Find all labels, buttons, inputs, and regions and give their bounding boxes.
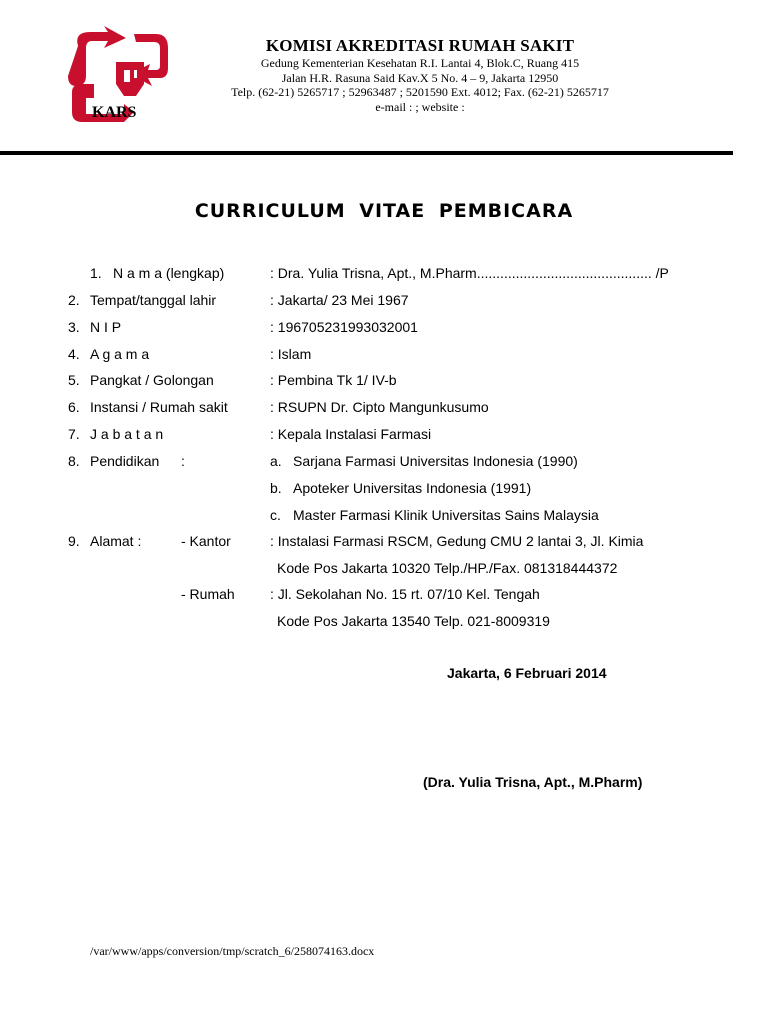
field-value-name: : Dra. Yulia Trisna, Apt., M.Pharm............................................. /P (270, 265, 669, 281)
field-value-religion: : Islam (270, 346, 312, 362)
field-number: 1. (90, 265, 102, 281)
footer-file-path: /var/www/apps/conversion/tmp/scratch_6/258074163.docx (90, 944, 375, 958)
education-letter: a. (270, 453, 282, 469)
field-value-birth: : Jakarta/ 23 Mei 1967 (270, 292, 409, 308)
education-item: Sarjana Farmasi Universitas Indonesia (1990) (293, 453, 578, 469)
field-label-rank: Pangkat / Golongan (90, 372, 214, 388)
field-label-nip: N I P (90, 319, 122, 335)
header-divider (0, 151, 733, 155)
home-address: : Jl. Sekolahan No. 15 rt. 07/10 Kel. Tengah (270, 586, 540, 602)
field-value-position: : Kepala Instalasi Farmasi (270, 426, 432, 442)
home-label: - Rumah (181, 586, 235, 602)
office-address: : Instalasi Farmasi RSCM, Gedung CMU 2 lantai 3, Jl. Kimia (270, 533, 644, 549)
field-label-religion: A g a m a (90, 346, 150, 362)
contact-line: e-mail : ; website : (375, 99, 465, 114)
field-number: 2. (68, 292, 80, 308)
signature-name: (Dra. Yulia Trisna, Apt., M.Pharm) (423, 774, 643, 790)
field-number: 4. (68, 346, 80, 362)
field-value-institution: : RSUPN Dr. Cipto Mangunkusumo (270, 399, 489, 415)
education-item: Apoteker Universitas Indonesia (1991) (293, 480, 532, 496)
field-number: 3. (68, 319, 80, 335)
field-value-nip: : 196705231993032001 (270, 319, 418, 335)
field-number: 7. (68, 426, 80, 442)
org-name: KOMISI AKREDITASI RUMAH SAKIT (265, 36, 575, 55)
address-line: Jalan H.R. Rasuna Said Kav.X 5 No. 4 – 9, Jakarta 12950 (281, 70, 559, 85)
field-colon: : (181, 453, 185, 469)
office-label: - Kantor (181, 533, 231, 549)
office-postal-phone: Kode Pos Jakarta 10320 Telp./HP./Fax. 081318444372 (277, 560, 618, 576)
education-letter: c. (270, 507, 281, 523)
field-label-birth: Tempat/tanggal lahir (90, 292, 217, 308)
field-label-education: Pendidikan (90, 453, 160, 469)
field-value-rank: : Pembina Tk 1/ IV-b (270, 372, 397, 388)
education-letter: b. (270, 480, 282, 496)
field-label-address: Alamat : (90, 533, 142, 549)
document-title: CURRICULUM VITAE PEMBICARA (194, 200, 574, 222)
letterhead (205, 36, 635, 114)
address-line: Gedung Kementerian Kesehatan R.I. Lantai 4, Blok.C, Ruang 415 (260, 56, 580, 70)
field-label-position: J a b a t a n (90, 426, 164, 442)
field-number: 8. (68, 453, 80, 469)
home-postal-phone: Kode Pos Jakarta 13540 Telp. 021-8009319 (277, 613, 550, 629)
field-number: 9. (68, 533, 80, 549)
city-date: Jakarta, 6 Februari 2014 (447, 665, 607, 681)
address-line: Telp. (62-21) 5265717 ; 52963487 ; 5201590 Ext. 4012; Fax. (62-21) 5265717 (231, 85, 609, 99)
field-number: 5. (68, 372, 80, 388)
field-label-institution: Instansi / Rumah sakit (90, 399, 228, 415)
education-item: Master Farmasi Klinik Universitas Sains Malaysia (293, 507, 599, 523)
field-label-name: N a m a (lengkap) (113, 265, 225, 281)
logo-label: KARS (92, 104, 137, 121)
field-number: 6. (68, 399, 80, 415)
